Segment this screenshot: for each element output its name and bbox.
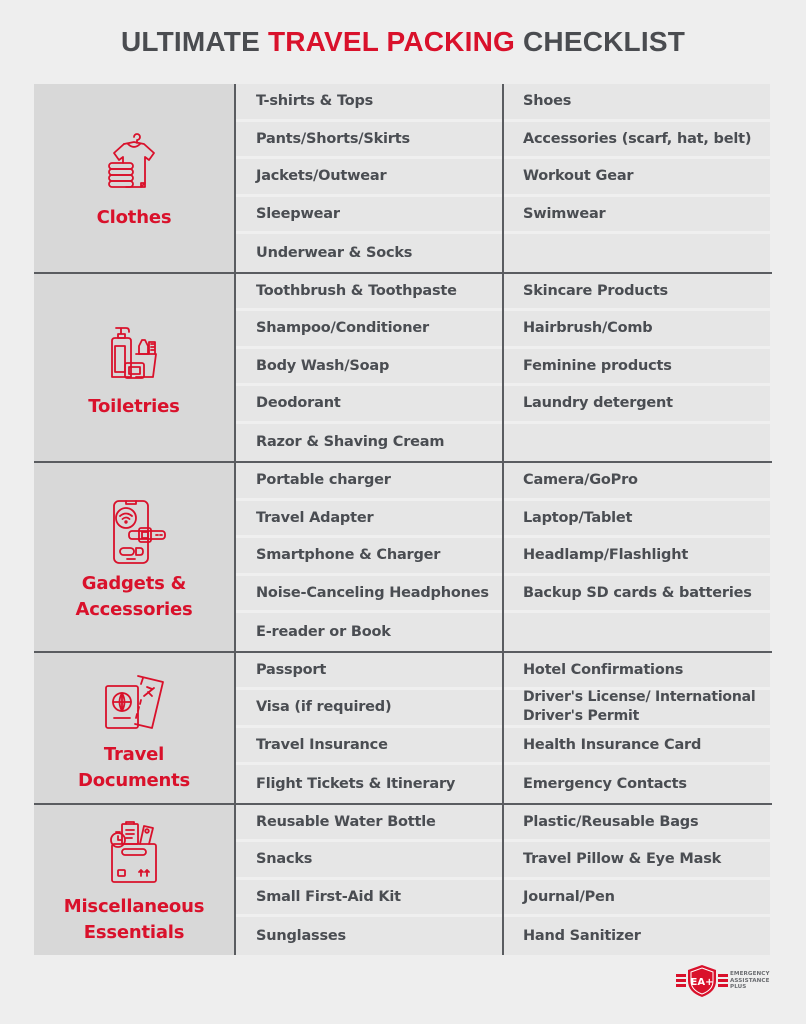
checklist-item: Journal/Pen: [504, 880, 770, 918]
items-column-left: [236, 274, 504, 462]
items-column-left: [236, 653, 504, 803]
category-cell: [34, 84, 236, 272]
checklist-item: Razor & Shaving Cream: [236, 424, 502, 462]
checklist-item: Plastic/Reusable Bags: [504, 805, 770, 843]
checklist-item: Smartphone & Charger: [236, 538, 502, 576]
checklist-item: Accessories (scarf, hat, belt): [504, 122, 770, 160]
category-label: Miscellaneous: [63, 895, 205, 917]
items-column-left: [236, 463, 504, 651]
category-label: Essentials: [83, 921, 185, 943]
checklist-item: Sleepwear: [236, 197, 502, 235]
checklist-item: Swimwear: [504, 197, 770, 235]
items-column-right: [504, 805, 770, 955]
checklist-item: Snacks: [236, 842, 502, 880]
toiletries-icon: [98, 318, 170, 390]
items-column-right: [504, 463, 770, 651]
checklist-item: Portable charger: [236, 463, 502, 501]
section-clothes: [34, 84, 772, 274]
logo-wordmark: EMERGENCY ASSISTANCE PLUS: [730, 971, 770, 991]
title-accent: TRAVEL PACKING: [267, 26, 515, 57]
category-cell: [34, 463, 236, 651]
checklist-item: Underwear & Socks: [236, 234, 502, 272]
checklist-item: Jackets/Outwear: [236, 159, 502, 197]
checklist-item: Feminine products: [504, 349, 770, 387]
checklist-item-empty: [504, 613, 770, 651]
checklist-item: Sunglasses: [236, 917, 502, 955]
brand-logo: [676, 963, 786, 999]
checklist-item: T-shirts & Tops: [236, 84, 502, 122]
checklist-item: Laptop/Tablet: [504, 501, 770, 539]
category-cell: [34, 653, 236, 803]
checklist-item: Shoes: [504, 84, 770, 122]
checklist-item: Visa (if required): [236, 690, 502, 728]
passport-ticket-icon: [98, 666, 170, 738]
section-gadgets: [34, 463, 772, 653]
title-prefix: ULTIMATE: [120, 26, 260, 57]
checklist-item: Passport: [236, 653, 502, 691]
section-toiletries: [34, 274, 772, 464]
checklist-item: Hotel Confirmations: [504, 653, 770, 691]
category-label: Accessories: [75, 598, 193, 620]
checklist-item-empty: [504, 424, 770, 462]
items-column-right: [504, 84, 770, 272]
checklist-item: Travel Pillow & Eye Mask: [504, 842, 770, 880]
checklist-item: Skincare Products: [504, 274, 770, 312]
category-label: Toiletries: [88, 396, 180, 418]
checklist-item: Body Wash/Soap: [236, 349, 502, 387]
checklist-item: Travel Adapter: [236, 501, 502, 539]
category-cell: [34, 805, 236, 955]
checklist-item: Workout Gear: [504, 159, 770, 197]
checklist-item: Shampoo/Conditioner: [236, 311, 502, 349]
checklist-item: Toothbrush & Toothpaste: [236, 274, 502, 312]
items-column-left: [236, 805, 504, 955]
checklist-item: Small First-Aid Kit: [236, 880, 502, 918]
section-travel-documents: [34, 653, 772, 805]
category-label: Documents: [77, 769, 191, 791]
checklist-item: Health Insurance Card: [504, 728, 770, 766]
box-essentials-icon: [98, 818, 170, 890]
checklist-item: Travel Insurance: [236, 728, 502, 766]
page-title: [0, 26, 806, 58]
checklist-item: Pants/Shorts/Skirts: [236, 122, 502, 160]
items-column-right: [504, 274, 770, 462]
shirt-hanger-icon: [98, 129, 170, 201]
checklist-item: Hand Sanitizer: [504, 917, 770, 955]
checklist-item: E-reader or Book: [236, 613, 502, 651]
category-label: Travel: [103, 743, 165, 765]
checklist-item: Noise-Canceling Headphones: [236, 576, 502, 614]
checklist-item: Flight Tickets & Itinerary: [236, 765, 502, 803]
shield-logo-icon: [676, 963, 728, 999]
category-label: Clothes: [96, 206, 172, 228]
smartphone-gadgets-icon: [98, 495, 170, 567]
category-label: Gadgets &: [81, 572, 187, 594]
checklist-item: Camera/GoPro: [504, 463, 770, 501]
category-cell: [34, 274, 236, 462]
checklist-item: Emergency Contacts: [504, 765, 770, 803]
section-miscellaneous: [34, 805, 772, 955]
checklist-item: Reusable Water Bottle: [236, 805, 502, 843]
checklist-item: Backup SD cards & batteries: [504, 576, 770, 614]
checklist-item: Hairbrush/Comb: [504, 311, 770, 349]
items-column-left: [236, 84, 504, 272]
checklist-item: Headlamp/Flashlight: [504, 538, 770, 576]
svg-text:EA+: EA+: [690, 977, 714, 988]
checklist-item: Laundry detergent: [504, 386, 770, 424]
title-suffix: CHECKLIST: [522, 26, 686, 57]
checklist-item-empty: [504, 234, 770, 272]
checklist-item: Driver's License/ International Driver's Permit: [504, 690, 770, 728]
items-column-right: [504, 653, 770, 803]
checklist-table: [34, 84, 772, 955]
checklist-item: Deodorant: [236, 386, 502, 424]
